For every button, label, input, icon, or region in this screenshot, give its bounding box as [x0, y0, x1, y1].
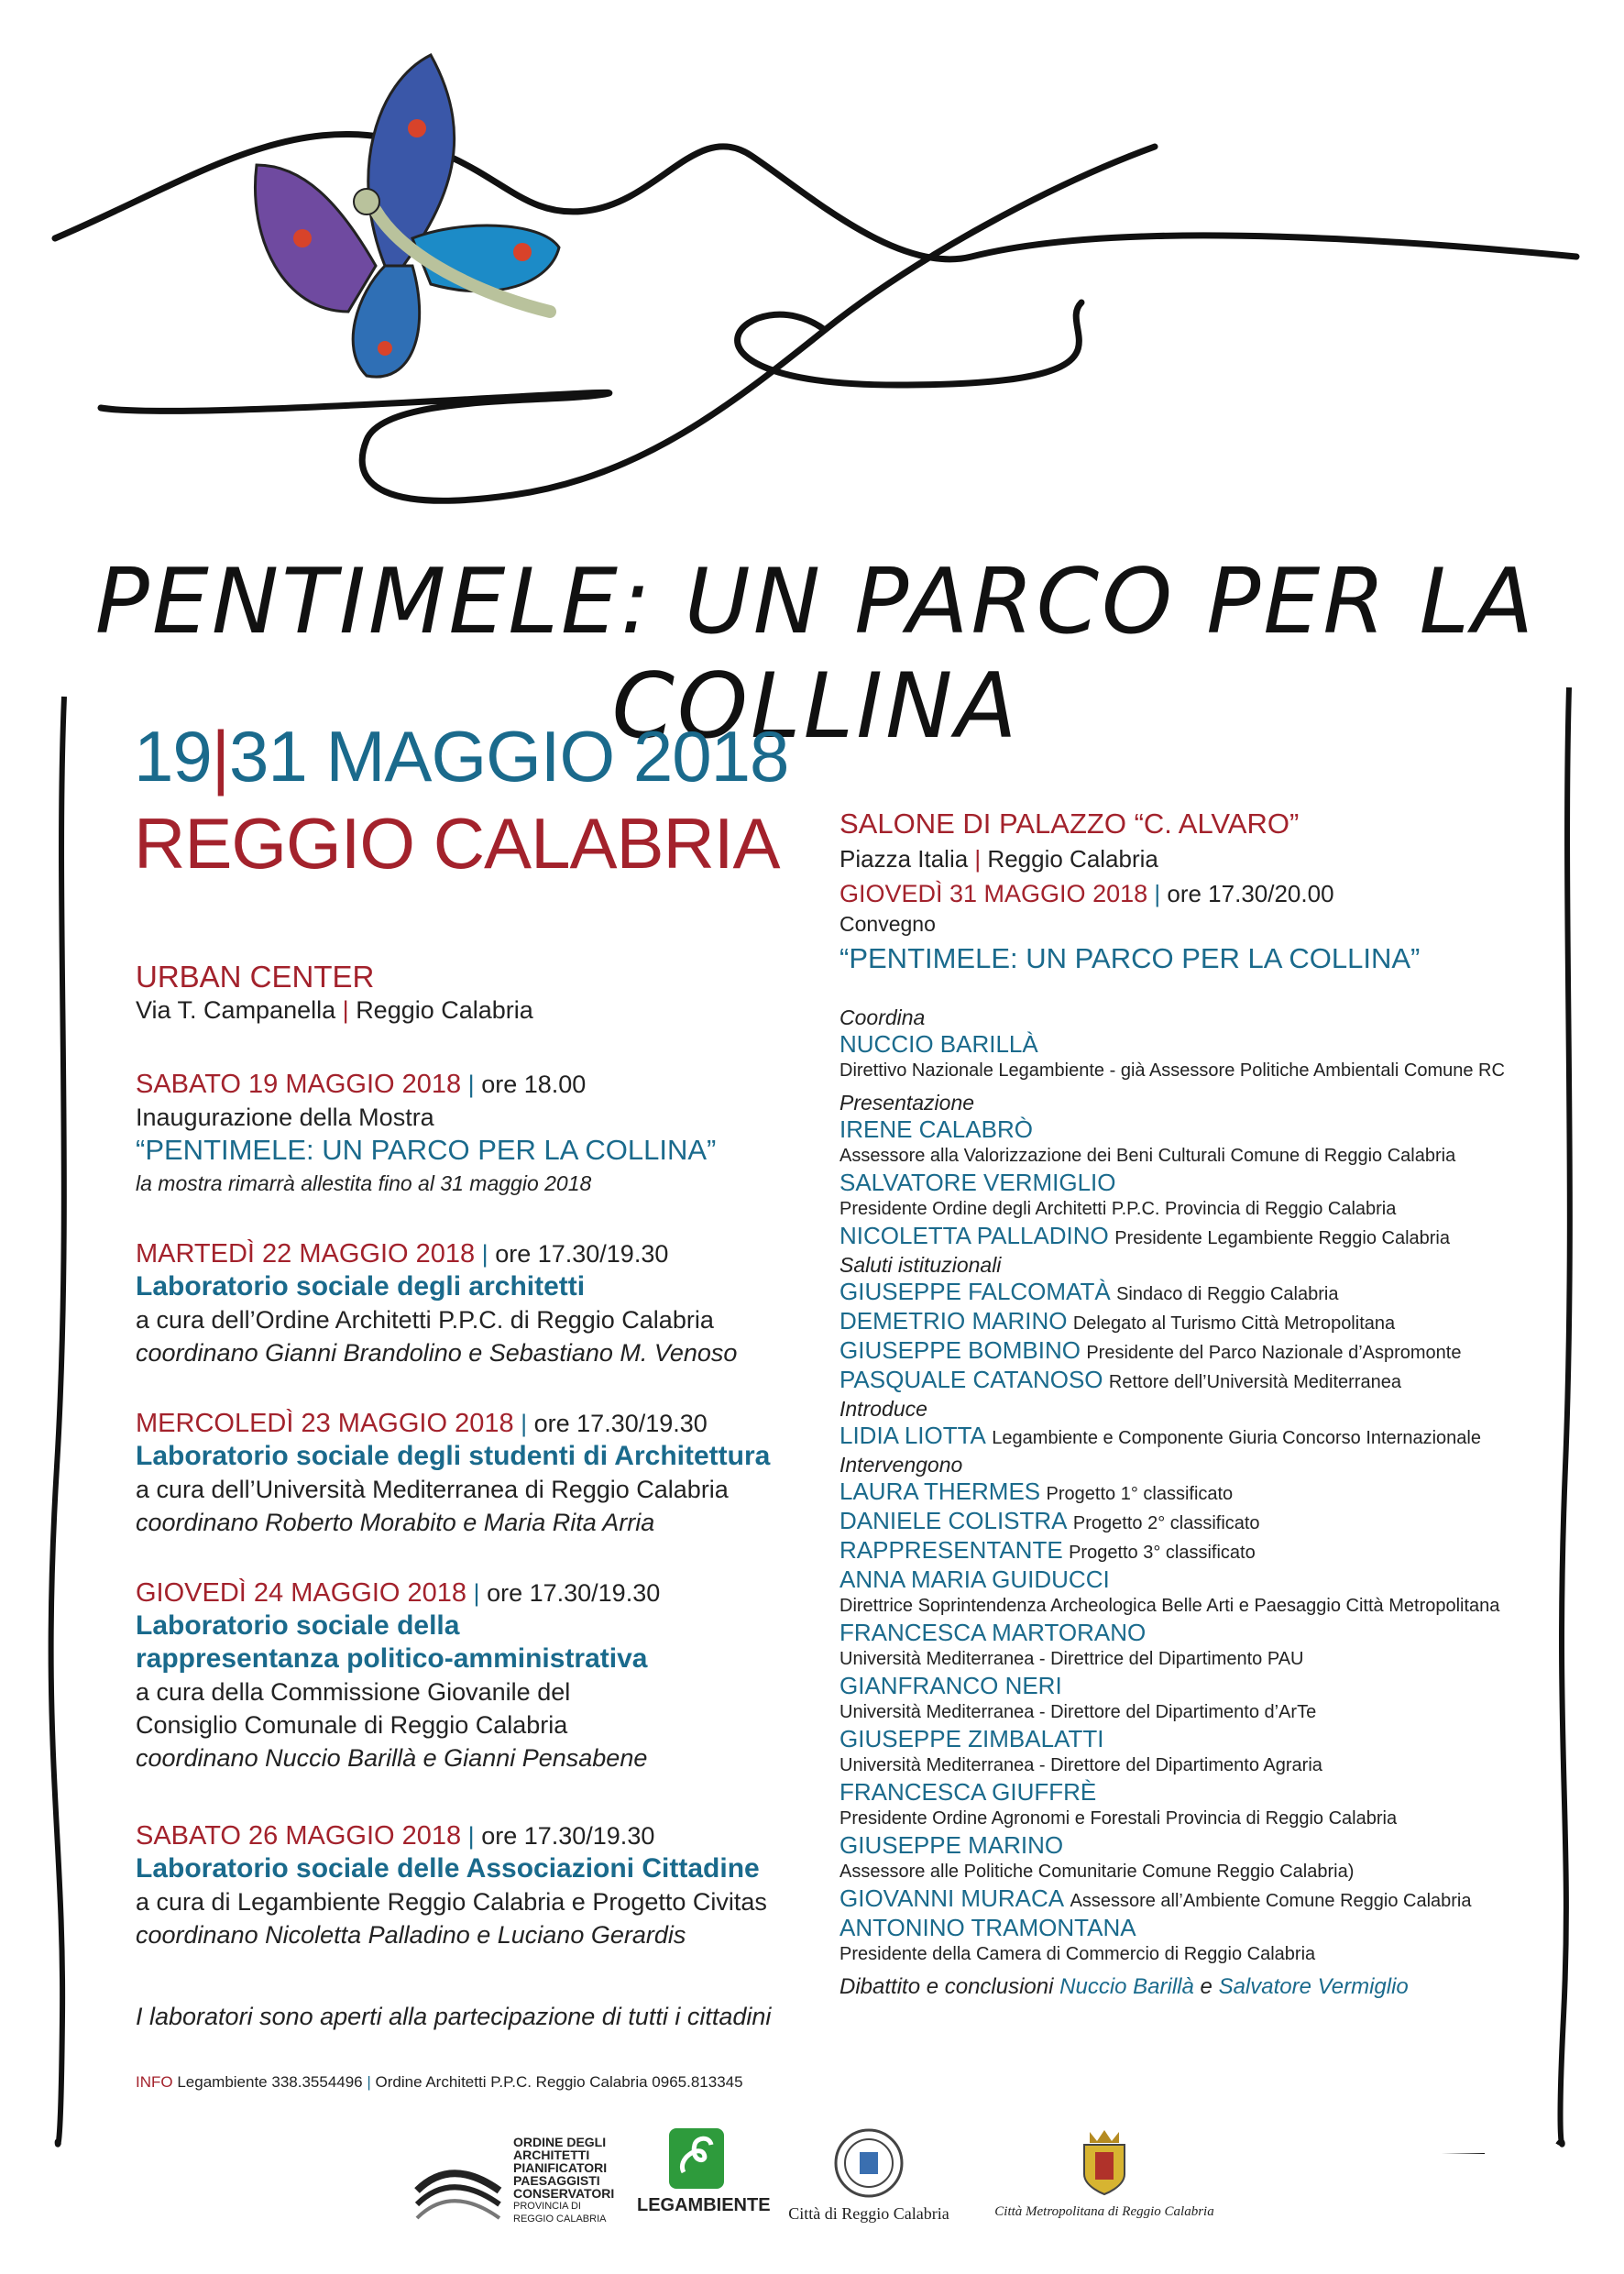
- event-dates: 19|31 MAGGIO 2018: [134, 716, 789, 796]
- person-name: FRANCESCA MARTORANO: [839, 1619, 1147, 1646]
- person-name: DANIELE COLISTRA: [839, 1507, 1068, 1534]
- logo-legambiente: LEGAMBIENTE: [637, 2126, 756, 2236]
- event-by-line2: Consiglio Comunale di Reggio Calabria: [136, 1711, 568, 1739]
- person-name: GIUSEPPE ZIMBALATTI: [839, 1725, 1104, 1752]
- event-title: Laboratorio sociale degli studenti di Architettura: [136, 1441, 771, 1471]
- person-name: PASQUALE CATANOSO: [839, 1366, 1103, 1393]
- event-block: MERCOLEDÌ 23 MAGGIO 2018 | ore 17.30/19.30 Laboratorio sociale degli studenti di Architettura a cura dell’Università Mediterranea di Reggio Calabria coordinano Roberto Morabito e Maria Rita Arria: [136, 1407, 832, 1539]
- person-role: Università Mediterranea - Direttrice del Dipartimento PAU: [839, 1649, 1304, 1669]
- person-role: Progetto 3° classificato: [1069, 1543, 1256, 1563]
- date-rest: 31 MAGGIO 2018: [229, 716, 789, 796]
- event-by: a cura dell’Ordine Architetti P.P.C. di Reggio Calabria: [136, 1306, 714, 1334]
- left-venue-name: URBAN CENTER: [136, 960, 375, 994]
- person-role: Direttrice Soprintendenza Archeologica Belle Arti e Paesaggio Città Metropolitana: [839, 1596, 1500, 1616]
- legambiente-swan-icon: [667, 2126, 726, 2191]
- person-role: Delegato al Turismo Città Metropolitana: [1072, 1313, 1396, 1334]
- event-city: REGGIO CALABRIA: [134, 803, 780, 884]
- sponsor-logos: [403, 2126, 1228, 2246]
- person-role: Presidente del Parco Nazionale d’Aspromonte: [1086, 1343, 1462, 1363]
- event-date: MERCOLEDÌ 23 MAGGIO 2018: [136, 1409, 514, 1438]
- person-role: Assessore alle Politiche Comunitarie Comune Reggio Calabria): [839, 1862, 1355, 1882]
- event-coord: coordinano Gianni Brandolino e Sebastiano M. Venoso: [136, 1339, 738, 1367]
- butterfly-figure-icon: [255, 55, 559, 377]
- person-role: Presidente Legambiente Reggio Calabria: [1114, 1228, 1450, 1248]
- person-role: Progetto 1° classificato: [1046, 1484, 1234, 1504]
- person-name: FRANCESCA GIUFFRÈ: [839, 1778, 1097, 1806]
- person-name: GIUSEPPE FALCOMATÀ: [839, 1278, 1111, 1305]
- person-role: Presidente Ordine degli Architetti P.P.C. Provincia di Reggio Calabria: [839, 1199, 1397, 1219]
- logo-citta-metropolitana: Città Metropolitana di Reggio Calabria: [981, 2126, 1228, 2236]
- poster-title: PENTIMELE: UN PARCO PER LA COLLINA: [94, 550, 1537, 759]
- caption-intervengono: Intervengono: [839, 1453, 963, 1477]
- event-time: ore 18.00: [481, 1071, 587, 1098]
- closing-note: I laboratori sono aperti alla partecipazione di tutti i cittadini: [136, 2003, 772, 2030]
- logo-citta-reggio: Città di Reggio Calabria: [786, 2126, 951, 2236]
- event-title: Laboratorio sociale della: [136, 1610, 460, 1641]
- right-venue-name: SALONE DI PALAZZO “C. ALVARO”: [839, 807, 1300, 840]
- right-title: “PENTIMELE: UN PARCO PER LA COLLINA”: [839, 942, 1421, 974]
- right-time: ore 17.30/20.00: [1167, 880, 1334, 907]
- event-date: GIOVEDÌ 24 MAGGIO 2018: [136, 1578, 467, 1608]
- person-role: Università Mediterranea - Direttore del Dipartimento d’ArTe: [839, 1702, 1317, 1722]
- person-name: GIANFRANCO NERI: [839, 1672, 1062, 1699]
- event-time: ore 17.30/19.30: [487, 1579, 661, 1607]
- header-artwork: [0, 0, 1624, 550]
- event-block: SABATO 26 MAGGIO 2018 | ore 17.30/19.30 Laboratorio sociale delle Associazioni Cittadine a cura di Legambiente Reggio Calabria e Progetto Civitas coordinano Nicoletta Palladino e Luciano Gerardis: [136, 1819, 832, 1951]
- event-by: a cura di Legambiente Reggio Calabria e Progetto Civitas: [136, 1888, 767, 1916]
- event-date: SABATO 19 MAGGIO 2018: [136, 1070, 462, 1099]
- person-name: GIOVANNI MURACA: [839, 1884, 1065, 1912]
- person-name: GIUSEPPE BOMBINO: [839, 1336, 1081, 1364]
- person-role: Sindaco di Reggio Calabria: [1116, 1284, 1339, 1304]
- person-name: ANTONINO TRAMONTANA: [839, 1914, 1136, 1941]
- person-role: Presidente della Camera di Commercio di Reggio Calabria: [839, 1944, 1316, 1964]
- person-name: LIDIA LIOTTA: [839, 1422, 986, 1449]
- info-ordine: Ordine Architetti P.P.C. Reggio Calabria 0965.813345: [375, 2073, 743, 2091]
- right-type: Convegno: [839, 912, 936, 936]
- logo-ordine-architetti: ORDINE DEGLI ARCHITETTI PIANIFICATORI PAESAGGISTI CONSERVATORI PROVINCIA DI REGGIO CALABRIA: [412, 2136, 596, 2227]
- person-name: NUCCIO BARILLÀ: [839, 1030, 1038, 1058]
- person-role: Assessore alla Valorizzazione dei Beni Culturali Comune di Reggio Calabria: [839, 1146, 1456, 1166]
- right-venue: SALONE DI PALAZZO “C. ALVARO” Piazza Italia | Reggio Calabria GIOVEDÌ 31 MAGGIO 2018 | ore 17.30/20.00 Convegno “PENTIMELE: UN PARCO PER LA COLLINA”: [839, 807, 1536, 981]
- ordine-emblem-icon: [412, 2145, 504, 2227]
- person-role: Direttivo Nazionale Legambiente - già Assessore Politiche Ambientali Comune RC: [839, 1060, 1505, 1081]
- person-role: Università Mediterranea - Direttore del Dipartimento Agraria: [839, 1755, 1322, 1775]
- person-role: Assessore all’Ambiente Comune Reggio Calabria: [1070, 1891, 1472, 1911]
- info-line: INFO Legambiente 338.3554496 | Ordine Architetti P.P.C. Reggio Calabria 0965.813345: [136, 2073, 743, 2091]
- info-label: INFO: [136, 2073, 173, 2091]
- person-name: DEMETRIO MARINO: [839, 1307, 1068, 1335]
- person-name: SALVATORE VERMIGLIO: [839, 1169, 1116, 1196]
- event-time: ore 17.30/19.30: [481, 1822, 655, 1850]
- event-title-line2: rappresentanza politico-amministrativa: [136, 1643, 648, 1674]
- event-pre: Inaugurazione della Mostra: [136, 1104, 434, 1131]
- event-note: la mostra rimarrà allestita fino al 31 maggio 2018: [136, 1171, 592, 1195]
- person-name: LAURA THERMES: [839, 1478, 1041, 1505]
- left-venue: [136, 961, 832, 1027]
- city-seal-icon: [832, 2126, 905, 2200]
- event-time: ore 17.30/19.30: [495, 1240, 669, 1268]
- event-title: Laboratorio sociale degli architetti: [136, 1271, 586, 1302]
- info-legambiente: Legambiente 338.3554496: [177, 2073, 363, 2091]
- person-name: ANNA MARIA GUIDUCCI: [839, 1565, 1110, 1593]
- person-role: Presidente Ordine Agronomi e Forestali Provincia di Reggio Calabria: [839, 1808, 1398, 1829]
- right-date: GIOVEDÌ 31 MAGGIO 2018: [839, 880, 1148, 907]
- caption-saluti: Saluti istituzionali: [839, 1253, 1002, 1277]
- event-by: a cura dell’Università Mediterranea di Reggio Calabria: [136, 1476, 729, 1503]
- caption-introduce: Introduce: [839, 1397, 927, 1421]
- closing-debate: Dibattito e conclusioni Nuccio Barillà e Salvatore Vermiglio: [839, 1974, 1409, 1999]
- event-coord: coordinano Roberto Morabito e Maria Rita Arria: [136, 1509, 655, 1536]
- caption-presentazione: Presentazione: [839, 1091, 975, 1115]
- event-by: a cura della Commissione Giovanile del: [136, 1678, 571, 1706]
- event-title: “PENTIMELE: UN PARCO PER LA COLLINA”: [136, 1134, 717, 1166]
- person-role: Rettore dell’Università Mediterranea: [1108, 1372, 1401, 1392]
- person-role: Legambiente e Componente Giuria Concorso Internazionale: [992, 1428, 1481, 1448]
- event-coord: coordinano Nuccio Barillà e Gianni Pensabene: [136, 1744, 648, 1772]
- event-time: ore 17.30/19.30: [533, 1410, 708, 1437]
- person-name: RAPPRESENTANTE: [839, 1536, 1063, 1564]
- person-name: IRENE CALABRÒ: [839, 1115, 1033, 1143]
- metro-crest-icon: [1077, 2126, 1132, 2200]
- caption-coordina: Coordina: [839, 1005, 926, 1029]
- right-venue-address: Piazza Italia | Reggio Calabria: [839, 845, 1158, 873]
- event-date: SABATO 26 MAGGIO 2018: [136, 1821, 462, 1851]
- event-coord: coordinano Nicoletta Palladino e Luciano Gerardis: [136, 1921, 686, 1949]
- person-name: GIUSEPPE MARINO: [839, 1831, 1064, 1859]
- event-title: Laboratorio sociale delle Associazioni Cittadine: [136, 1853, 760, 1884]
- event-block: SABATO 19 MAGGIO 2018 | ore 18.00 Inaugurazione della Mostra “PENTIMELE: UN PARCO PER LA COLLINA” la mostra rimarrà allestita fino al 31 maggio 2018: [136, 1068, 832, 1200]
- event-date: MARTEDÌ 22 MAGGIO 2018: [136, 1239, 476, 1269]
- date-start: 19: [134, 716, 212, 796]
- left-venue-address: Via T. Campanella | Reggio Calabria: [136, 996, 533, 1024]
- event-block: GIOVEDÌ 24 MAGGIO 2018 | ore 17.30/19.30 Laboratorio sociale della rappresentanza politico-amministrativa a cura della Commissione Giovanile del Consiglio Comunale di Reggio Calabria coordinano Nuccio Barillà e Gianni Pensabene: [136, 1576, 832, 1774]
- person-role: Progetto 2° classificato: [1072, 1513, 1260, 1533]
- person-name: NICOLETTA PALLADINO: [839, 1222, 1109, 1249]
- event-block: MARTEDÌ 22 MAGGIO 2018 | ore 17.30/19.30 Laboratorio sociale degli architetti a cura dell’Ordine Architetti P.P.C. di Reggio Calabria coordinano Gianni Brandolino e Sebastiano M. Venoso: [136, 1237, 832, 1369]
- program-list: [839, 1005, 1536, 2000]
